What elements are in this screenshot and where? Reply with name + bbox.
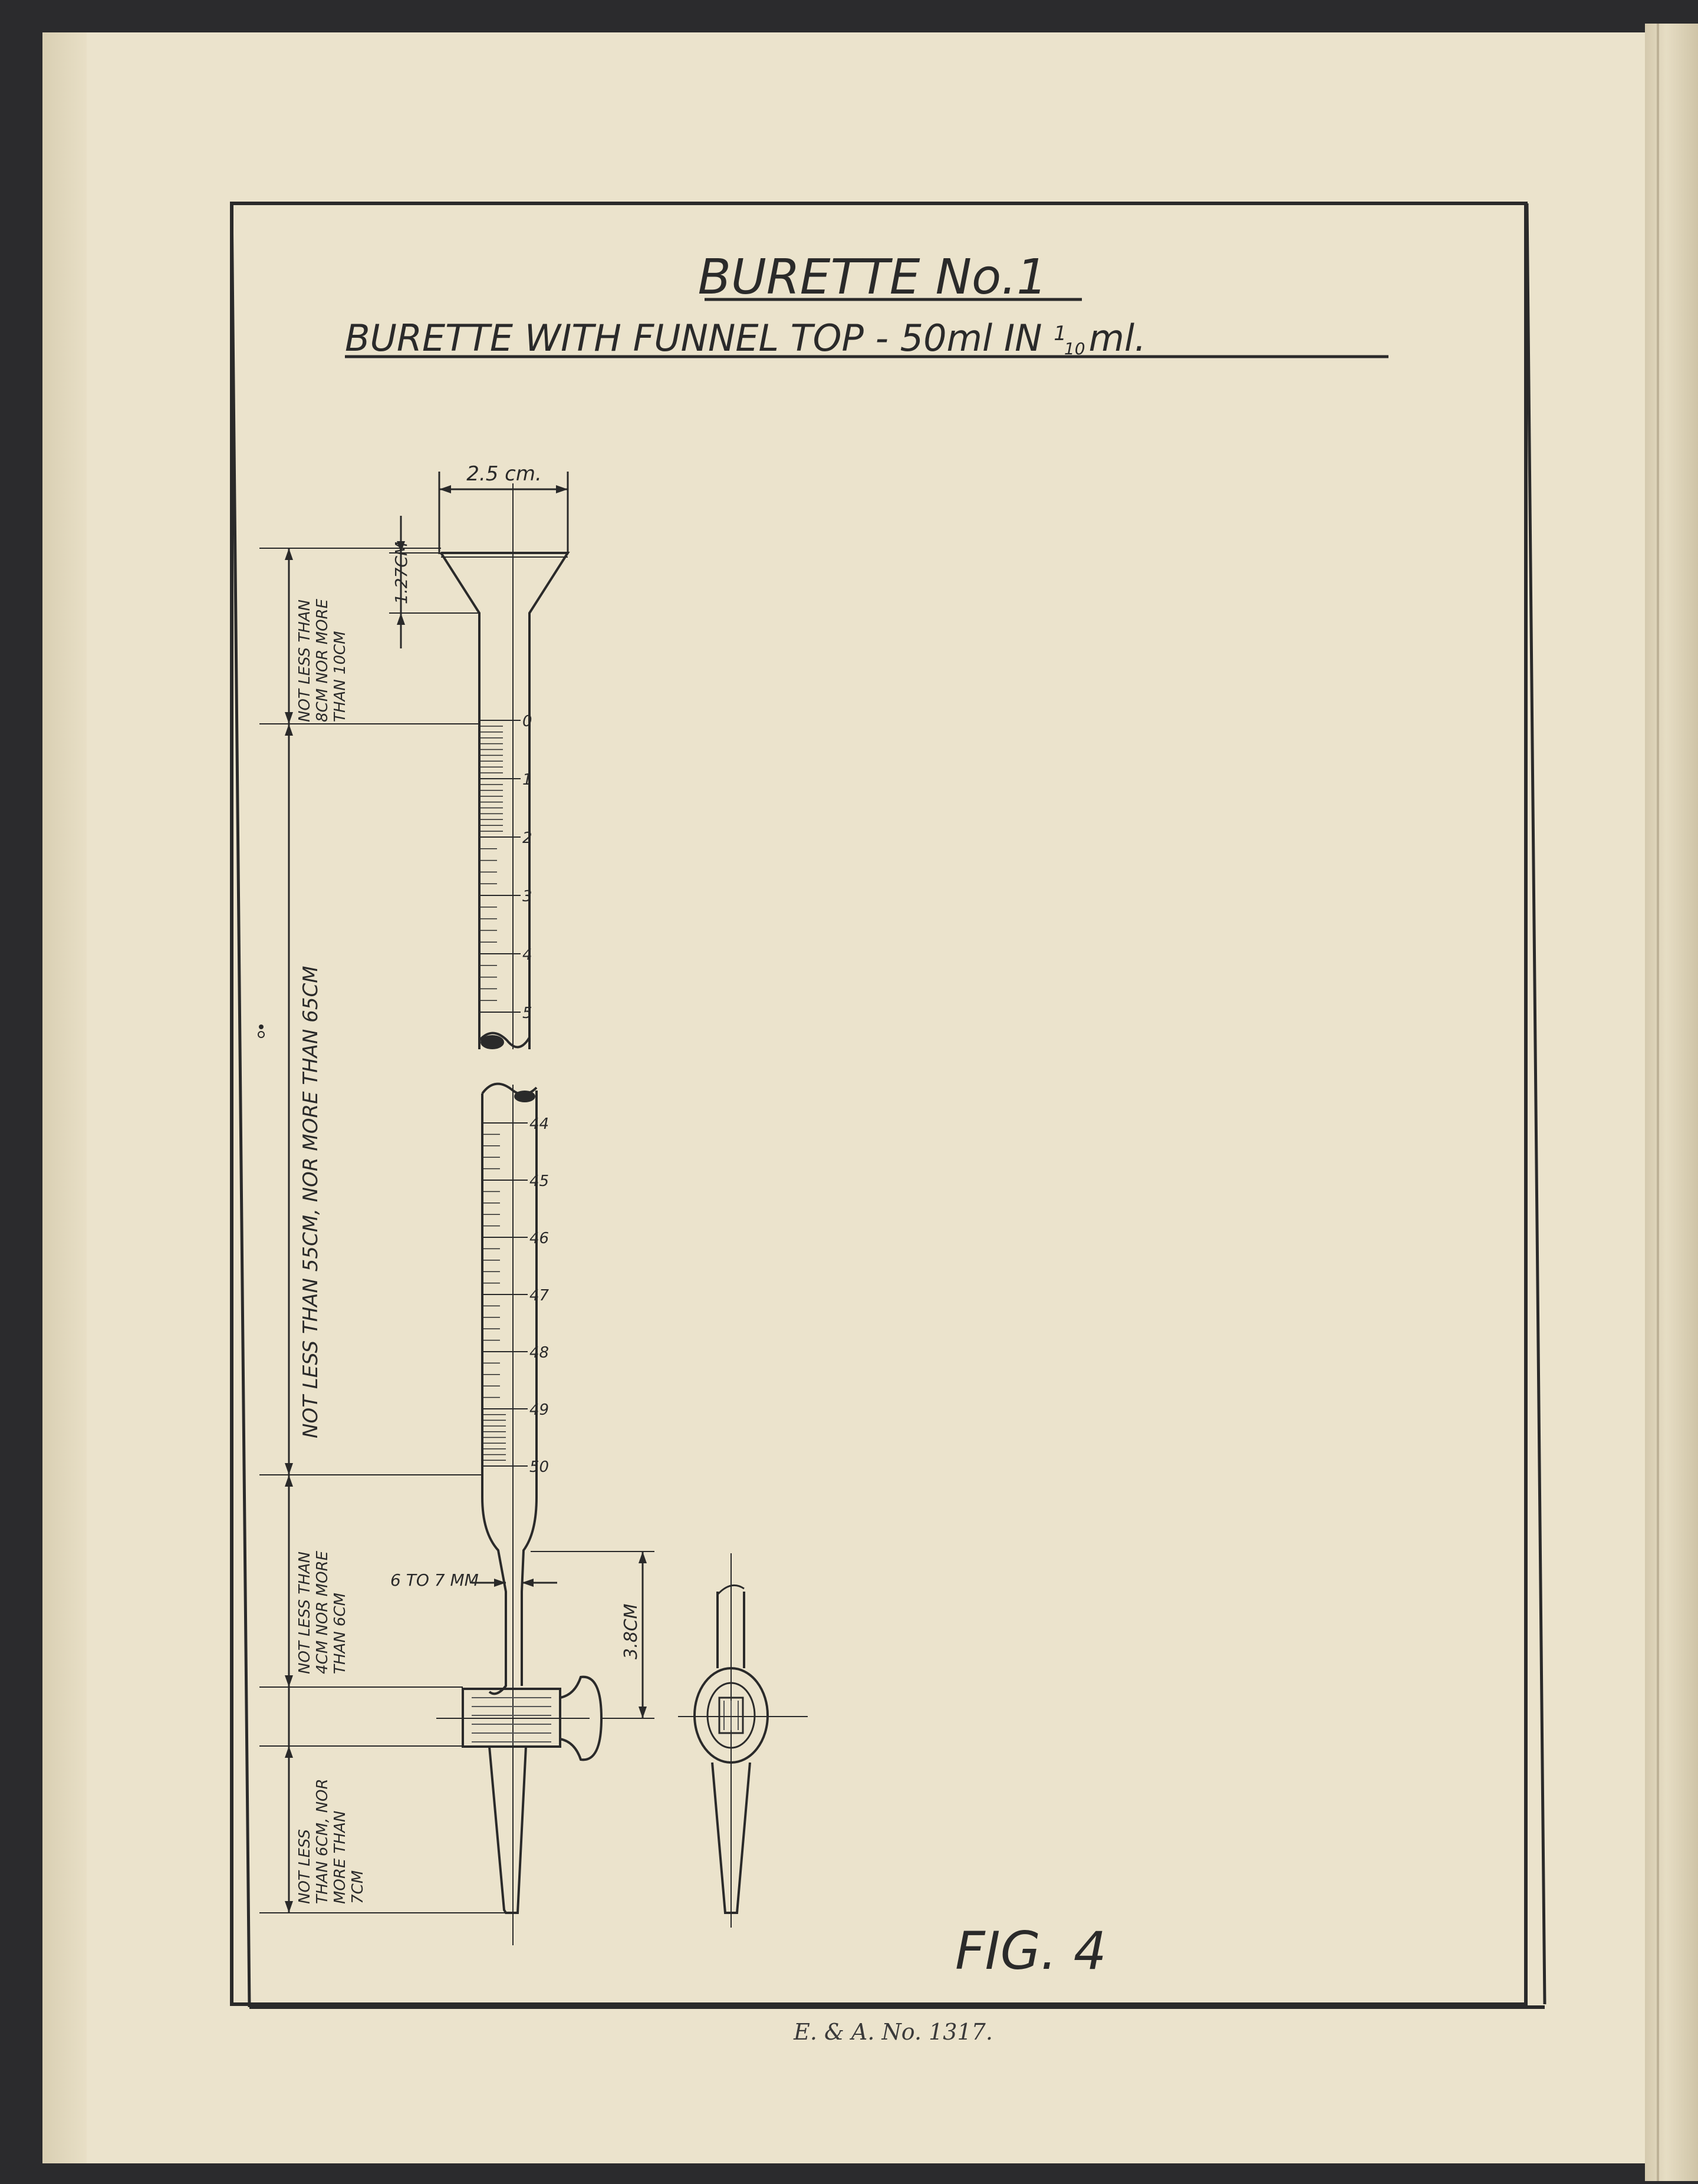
subtitle-unit: ml.	[1088, 317, 1146, 360]
scale-number: 46	[529, 1230, 549, 1247]
subtitle-text: BURETTE WITH FUNNEL TOP - 50ml IN	[345, 317, 1054, 360]
subtitle-fraction-den: 10	[1064, 339, 1085, 358]
scale-number: 1	[522, 771, 532, 789]
burette-tip	[489, 1747, 526, 1913]
frame-shadow-right	[1527, 203, 1545, 2004]
side-view	[678, 1553, 808, 1928]
taper-right	[522, 1497, 537, 1686]
scale-number: 47	[529, 1287, 549, 1305]
scale-number: 4	[522, 946, 532, 964]
dim-tip-length: NOT LESS THAN 6CM, NOR MORE THAN 7CM	[296, 1778, 367, 1904]
stopcock-hatching	[472, 1698, 551, 1742]
scale-number: 45	[529, 1172, 549, 1190]
bore-label: 6 TO 7 MM	[390, 1570, 479, 1590]
scale-number: 49	[529, 1401, 549, 1419]
scale-number: 0	[522, 713, 532, 730]
arrow	[439, 485, 451, 493]
scale-number: 44	[529, 1115, 549, 1133]
tube-break-shade-bottom	[514, 1091, 535, 1102]
scale-number: 3	[522, 888, 532, 905]
margin-ring	[258, 1032, 264, 1037]
outer-frame	[232, 203, 1526, 2004]
arrow	[556, 485, 568, 493]
arrow	[522, 1579, 534, 1587]
frame-left-inner	[232, 203, 249, 2007]
scale-number: 50	[529, 1458, 549, 1476]
dim-funnel-to-zero: NOT LESS THAN 8CM NOR MORE THAN 10CM	[296, 598, 349, 722]
scale-top-numbers	[522, 713, 532, 1022]
figure-label: FIG. 4	[955, 1921, 1107, 1981]
taper-left	[482, 1497, 506, 1694]
subtitle-fraction-num: 1	[1054, 322, 1067, 345]
dim-graduated-length: NOT LESS THAN 55CM, NOR MORE THAN 65CM	[299, 966, 323, 1438]
dim-stem-to-tap: NOT LESS THAN 4CM NOR MORE THAN 6CM	[296, 1550, 349, 1674]
diagram-subtitle	[345, 317, 1146, 360]
scale-number: 2	[522, 829, 532, 847]
arrow	[639, 1707, 647, 1718]
tap-offset-label: 3.8CM	[621, 1603, 641, 1659]
arrow	[397, 613, 405, 625]
footer-reference: E. & A. No. 1317.	[794, 2019, 993, 2045]
scale-bottom-ticks	[482, 1123, 528, 1466]
tube-break-shade-top	[481, 1035, 504, 1049]
diagram-title: BURETTE No.1	[697, 249, 1048, 305]
scale-bottom-numbers	[529, 1115, 549, 1476]
funnel-depth-label: 1.27CM	[391, 541, 411, 604]
margin-dot	[259, 1025, 264, 1029]
scale-top-ticks	[479, 720, 521, 1012]
scale-number: 48	[529, 1344, 549, 1362]
funnel-outline	[441, 553, 568, 731]
arrow	[639, 1551, 647, 1563]
scale-number: 5	[522, 1004, 532, 1022]
funnel-width-label: 2.5 cm.	[466, 462, 542, 486]
